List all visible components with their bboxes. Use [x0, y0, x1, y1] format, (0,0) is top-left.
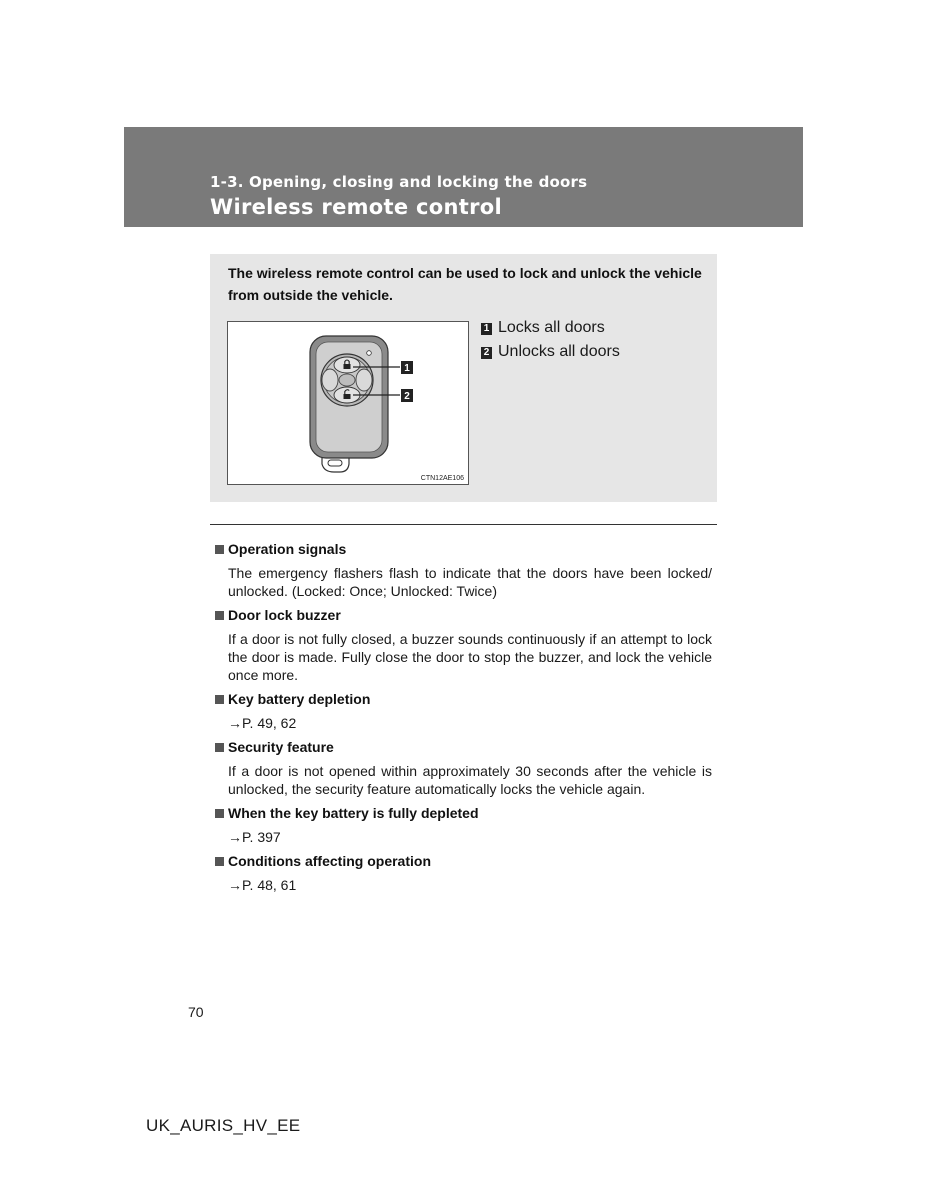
- svg-text:2: 2: [404, 391, 410, 402]
- note-title: Key battery depletion: [228, 691, 371, 707]
- note-title: Conditions affecting operation: [228, 853, 431, 869]
- square-bullet-icon: [215, 743, 224, 752]
- note-title: Operation signals: [228, 541, 347, 557]
- callout-label: Unlocks all doors: [498, 343, 620, 360]
- callout-legend: [481, 316, 620, 364]
- square-bullet-icon: [215, 857, 224, 866]
- note-heading: [215, 539, 712, 559]
- notes-list: [215, 539, 712, 899]
- square-bullet-icon: [215, 695, 224, 704]
- page-reference-link[interactable]: →P. 397: [228, 829, 281, 845]
- note-heading: [215, 851, 712, 871]
- square-bullet-icon: [215, 809, 224, 818]
- page-title: Wireless remote control: [210, 195, 502, 219]
- callout-item: [481, 340, 620, 364]
- key-fob-figure: [227, 321, 469, 485]
- svg-text:1: 1: [404, 363, 410, 374]
- key-fob-illustration: [228, 322, 468, 484]
- note-title: When the key battery is fully depleted: [228, 805, 479, 821]
- figure-code: CTN12AE106: [420, 475, 464, 482]
- section-divider: [210, 524, 717, 525]
- page-number: 70: [188, 1004, 204, 1020]
- square-bullet-icon: [215, 545, 224, 554]
- callout-number: 1: [481, 323, 492, 335]
- callout-item: [481, 316, 620, 340]
- note-title: Security feature: [228, 739, 334, 755]
- callout-label: Locks all doors: [498, 319, 605, 336]
- note-body: If a door is not opened within approximately 30 seconds after the vehicle is unlocked, the security feature automatically locks the vehicle again.: [228, 763, 712, 797]
- section-title: 1-3. Opening, closing and locking the doors: [210, 173, 588, 191]
- callout-number: 2: [481, 347, 492, 359]
- note-title: Door lock buzzer: [228, 607, 341, 623]
- note-heading: [215, 737, 712, 757]
- page-reference-link[interactable]: →P. 48, 61: [228, 877, 297, 893]
- note-heading: [215, 803, 712, 823]
- page-reference-link[interactable]: →P. 49, 62: [228, 715, 297, 731]
- note-heading: [215, 605, 712, 625]
- document-code: UK_AURIS_HV_EE: [146, 1116, 301, 1135]
- square-bullet-icon: [215, 611, 224, 620]
- note-heading: [215, 689, 712, 709]
- note-body: If a door is not fully closed, a buzzer sounds continuously if an attempt to lock the door is made. Fully close the door to stop the buzzer, and lock the vehicle once more.: [228, 631, 712, 683]
- note-body: The emergency flashers flash to indicate that the doors have been locked/ unlocked. (Locked: Once; Unlocked: Twice): [228, 565, 712, 599]
- intro-text: The wireless remote control can be used to lock and unlock the vehicle from outside the vehicle.: [228, 265, 702, 303]
